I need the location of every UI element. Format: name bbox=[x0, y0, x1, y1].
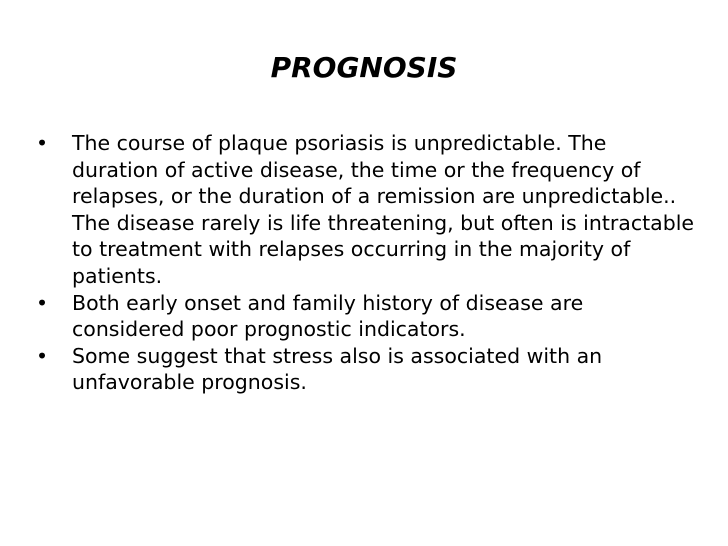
bullet-icon: • bbox=[36, 131, 49, 155]
bullet-item bbox=[36, 130, 696, 290]
bullet-item bbox=[36, 343, 696, 396]
bullet-list bbox=[36, 130, 696, 396]
bullet-icon: • bbox=[36, 290, 49, 315]
slide-title: PROGNOSIS bbox=[270, 51, 458, 84]
bullet-text: The course of plaque psoriasis is unpredictable. The duration of active disease, the time or the frequency of relapses, or the duration of a remission are unpredictable.. The disease rarely is life threatening, but often is intractable to treatment with relapses occurring in the majority of patients. bbox=[72, 131, 695, 288]
bullet-text: Both early onset and family history of disease are considered poor prognostic indicators. bbox=[72, 290, 584, 342]
bullet-item bbox=[36, 290, 696, 343]
bullet-icon: • bbox=[36, 343, 49, 368]
bullet-text: Some suggest that stress also is associated with an unfavorable prognosis. bbox=[72, 343, 603, 395]
